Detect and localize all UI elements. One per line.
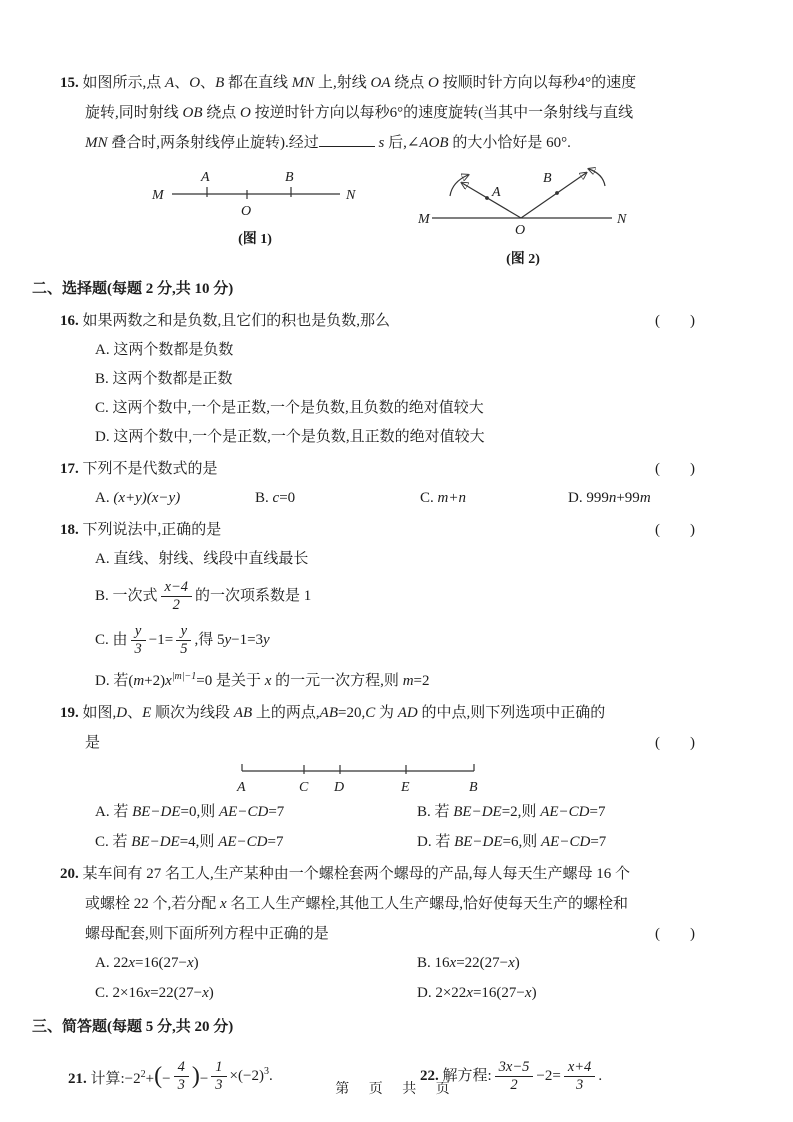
text-segment: 上,射线: [314, 75, 371, 91]
text-segment: B. 这两个数都是正数: [95, 371, 233, 387]
q17-option-a: [95, 484, 255, 513]
text-segment: A. 若: [95, 804, 133, 820]
text-segment: =0,则: [180, 804, 220, 820]
text-segment: D. 999: [568, 490, 609, 506]
text-segment: 22.: [420, 1067, 443, 1084]
text-segment: 、: [127, 705, 143, 721]
text-segment: ): [208, 985, 214, 1001]
text-segment: A. 22: [95, 955, 129, 971]
text-segment: x: [264, 673, 272, 689]
text-segment: ): [191, 1063, 200, 1089]
q19-line-1: [60, 698, 695, 728]
text-segment: =22(27−: [456, 955, 509, 971]
fraction-numerator: y: [134, 623, 142, 640]
text-segment: ): [531, 985, 537, 1001]
q20-line-2: [60, 889, 695, 919]
point-label-n: N: [346, 188, 356, 203]
q20-option-d: [417, 979, 695, 1008]
text-segment: x: [128, 955, 136, 971]
text-segment: 、: [200, 75, 216, 91]
question-18: [60, 515, 695, 696]
fraction: [176, 623, 191, 656]
text-segment: 或螺栓 22 个,若分配: [85, 896, 221, 912]
q16-option-a: [95, 336, 695, 365]
text-segment: y: [263, 631, 270, 648]
q20-option-a: [95, 949, 417, 978]
point-label-m: M: [418, 212, 430, 227]
q18-stem-row: [60, 515, 695, 545]
text-segment: x: [165, 673, 172, 689]
text-segment: MN: [291, 75, 315, 91]
text-segment: O: [428, 75, 439, 91]
text-segment: =7: [589, 804, 606, 820]
text-segment: =22(27−: [150, 985, 203, 1001]
text-segment: 的中点,则下列选项中正确的: [417, 705, 606, 721]
fraction-denominator: 2: [495, 1076, 534, 1093]
q20-line-3-text: [85, 919, 329, 949]
fraction-numerator: 1: [215, 1059, 223, 1076]
text-segment: D. 2×22: [417, 985, 467, 1001]
point-label-e: E: [400, 780, 410, 795]
q17-options: [95, 484, 695, 513]
text-segment: 21.: [68, 1071, 91, 1087]
text-segment: 2: [140, 1069, 146, 1080]
text-segment: A. 这两个数都是负数: [95, 342, 234, 358]
text-segment: D. 若(: [95, 673, 134, 689]
fraction-numerator: x−4: [164, 579, 188, 596]
text-segment: A.: [95, 490, 114, 506]
fraction-numerator: y: [180, 623, 188, 640]
text-segment: 上的两点,: [252, 705, 320, 721]
text-segment: x: [143, 985, 151, 1001]
q18-c-mid: [149, 631, 173, 650]
text-segment: AE−CD: [540, 804, 590, 820]
text-segment: O: [240, 105, 251, 121]
text-segment: D: [116, 705, 128, 721]
q15-line-3: [60, 128, 695, 158]
text-segment: C. 这两个数中,一个是正数,一个是负数,且负数的绝对值较大: [95, 400, 484, 416]
text-segment: 19.: [60, 705, 83, 721]
q17-option-d: [568, 484, 695, 513]
ray-ob: [521, 173, 586, 218]
text-segment: +: [145, 1071, 155, 1087]
q16-stem: [60, 306, 390, 336]
text-segment: B. 若: [417, 804, 454, 820]
text-segment: 下列不是代数式的是: [82, 461, 218, 477]
text-segment: −: [199, 1071, 209, 1087]
text-segment: (x+y)(x−y): [113, 490, 181, 506]
text-segment: =4,则: [179, 834, 219, 850]
text-segment: .: [268, 1068, 273, 1085]
q18-option-a: [95, 545, 695, 574]
text-segment: .: [598, 1067, 603, 1084]
text-segment: D. 这两个数中,一个是正数,一个是负数,且正数的绝对值较大: [95, 429, 485, 445]
q18-b-post: [195, 587, 311, 606]
q17-option-b: [255, 484, 420, 513]
q19-line-2: [60, 728, 695, 758]
fraction-denominator: 3: [174, 1076, 189, 1093]
q20-option-b: [417, 949, 695, 978]
text-segment: AOB: [419, 135, 449, 151]
q20-line-1: [60, 859, 695, 889]
q15-line-3-text: [85, 135, 571, 151]
text-segment: BE−DE: [454, 834, 503, 850]
text-segment: =16(27−: [472, 985, 525, 1001]
text-segment: 旋转,同时射线: [85, 105, 183, 121]
text-segment: C: [365, 705, 376, 721]
text-segment: 绕点: [390, 75, 429, 91]
text-segment: x: [202, 985, 209, 1001]
q20-option-c: [95, 979, 417, 1008]
q19-option-a: [95, 798, 417, 827]
text-segment: 下列说法中,正确的是: [82, 522, 222, 538]
text-segment: −: [162, 1071, 171, 1087]
text-segment: 绕点: [202, 105, 241, 121]
text-segment: C. 由: [95, 631, 128, 648]
q16-option-b: [95, 365, 695, 394]
text-segment: [319, 133, 375, 147]
text-segment: AE−CD: [219, 804, 269, 820]
point-label-m: M: [152, 188, 164, 203]
text-segment: =6,则: [502, 834, 542, 850]
text-segment: =16(27−: [135, 955, 187, 971]
fraction-numerator: 4: [177, 1059, 185, 1076]
q16-option-c: [95, 394, 695, 423]
text-segment: =0 是关于: [196, 673, 265, 689]
text-segment: 名工人生产螺栓,其他工人生产螺母,恰好使每天生产的螺栓和: [226, 896, 628, 912]
text-segment: MN: [85, 135, 108, 151]
text-segment: 螺母配套,则下面所列方程中正确的是: [85, 926, 329, 942]
text-segment: 的一次项系数是 1: [195, 587, 312, 604]
text-segment: 如果两数之和是负数,且它们的积也是负数,那么: [82, 313, 391, 329]
text-segment: x: [466, 985, 473, 1001]
text-segment: AB: [233, 705, 253, 721]
text-segment: 按顺时针方向以每秒4°的速度: [438, 75, 637, 91]
question-16: [60, 306, 695, 452]
q19-options: [95, 798, 695, 857]
q16-option-d: [95, 423, 695, 452]
q18-option-b: [95, 574, 695, 618]
text-segment: 如图所示,点: [82, 75, 166, 91]
text-segment: 如图,: [82, 705, 117, 721]
text-segment: 3: [263, 1066, 269, 1078]
point-label-o: O: [515, 223, 526, 238]
q17-stem-row: [60, 454, 695, 484]
text-segment: x: [508, 955, 515, 971]
text-segment: 的大小恰好是 60°.: [448, 135, 571, 151]
point-label-b: B: [543, 171, 552, 186]
q19-figure-wrap: [60, 760, 655, 798]
text-segment: 16.: [60, 313, 83, 329]
text-segment: BE−DE: [131, 834, 180, 850]
text-segment: 20.: [60, 866, 83, 882]
q15-line-2-text: [85, 105, 633, 121]
fraction-numerator: 3x−5: [498, 1059, 530, 1076]
q15-line-1: [60, 68, 695, 98]
text-segment: B. 16: [417, 955, 450, 971]
text-segment: 的一元一次方程,则: [271, 673, 403, 689]
fraction-denominator: 3: [131, 640, 146, 657]
text-segment: ): [193, 955, 199, 971]
text-segment: ×(−2): [229, 1068, 264, 1085]
q18-option-c: [95, 618, 695, 662]
text-segment: =7: [267, 834, 284, 850]
text-segment: n: [608, 490, 617, 506]
text-segment: m: [639, 490, 651, 506]
point-label-b: B: [468, 780, 478, 795]
text-segment: C.: [420, 490, 438, 506]
fraction: [161, 579, 192, 612]
fraction-denominator: 3: [211, 1076, 226, 1093]
text-segment: −1=3: [231, 631, 264, 648]
q20-line-2-text: [85, 896, 628, 912]
text-segment: BE−DE: [132, 804, 181, 820]
text-segment: m: [133, 673, 145, 689]
text-segment: +2): [144, 673, 166, 689]
point-label-c: C: [298, 780, 308, 795]
text-segment: x: [220, 896, 227, 912]
text-segment: AB: [319, 705, 338, 721]
text-segment: =20,: [337, 705, 366, 721]
text-segment: c: [272, 490, 280, 506]
answer-bracket: ( ): [655, 522, 695, 538]
number-line-figure-1: [150, 166, 360, 218]
figure-1: [150, 166, 360, 270]
question-17: [60, 454, 695, 513]
text-segment: x: [449, 955, 457, 971]
text-segment: E: [142, 705, 152, 721]
text-segment: OB: [182, 105, 203, 121]
rotation-arrow-counterclockwise: [589, 169, 605, 186]
q18-c-pre: [95, 631, 128, 650]
text-segment: m+n: [437, 490, 466, 506]
segment-figure-19: [228, 760, 488, 798]
text-segment: B.: [255, 490, 273, 506]
text-segment: =0: [279, 490, 296, 506]
text-segment: AE−CD: [541, 834, 591, 850]
point-b-dot: [555, 191, 559, 195]
q20-line-3: [60, 919, 695, 949]
answer-bracket: ( ): [655, 461, 695, 477]
fraction: [131, 623, 146, 656]
q16-stem-row: [60, 306, 695, 336]
question-20: [60, 859, 695, 1008]
section-3-header: 三、简答题(每题 5 分,共 20 分): [32, 1019, 234, 1035]
figure-2-caption: (图 2): [506, 252, 540, 267]
page-footer: 第 页 共 页: [335, 1082, 458, 1097]
text-segment: C. 2×16: [95, 985, 144, 1001]
q17-option-c: [420, 484, 568, 513]
text-segment: 15.: [60, 75, 83, 91]
text-segment: 、: [174, 75, 190, 91]
point-label-a: A: [492, 185, 501, 200]
text-segment: C. 若: [95, 834, 132, 850]
point-a-dot: [485, 196, 489, 200]
q19-option-b: [417, 798, 695, 827]
text-segment: −2=: [536, 1067, 561, 1084]
text-segment: 按逆时针方向以每秒6°的速度旋转(当其中一条射线与直线: [250, 105, 634, 121]
q15-figure-row: [150, 166, 695, 270]
text-segment: −1=: [148, 631, 174, 648]
q18-stem: [60, 515, 221, 545]
fraction-denominator: 2: [161, 596, 192, 613]
q19-line-2-text: [85, 728, 100, 758]
q19-option-d: [417, 828, 695, 857]
text-segment: 某车间有 27 名工人,生产某种由一个螺栓套两个螺母的产品,每人每天生产螺母 16 个: [82, 866, 631, 882]
text-segment: 顺次为线段: [151, 705, 234, 721]
text-segment: =2: [413, 673, 430, 689]
text-segment: D. 若: [417, 834, 455, 850]
point-label-b: B: [285, 170, 294, 185]
text-segment: =2,则: [501, 804, 541, 820]
figure-2: [418, 166, 628, 270]
text-segment: B. 一次式: [95, 587, 158, 604]
q15-line-2: [60, 98, 695, 128]
q20-options: [95, 949, 695, 1008]
text-segment: ): [514, 955, 520, 971]
point-label-d: D: [333, 780, 344, 795]
question-19: [60, 698, 695, 857]
text-segment: 都在直线: [224, 75, 292, 91]
text-segment: 解方程:: [442, 1067, 492, 1084]
text-segment: B: [215, 75, 225, 91]
text-segment: y: [224, 631, 232, 648]
text-segment: A. 直线、射线、线段中直线最长: [95, 551, 309, 567]
q18-b-pre: [95, 587, 158, 606]
q16-options: [95, 336, 695, 452]
section-2-header: 二、选择题(每题 2 分,共 10 分): [32, 281, 234, 297]
q18-c-post: [194, 631, 269, 650]
fraction-denominator: 5: [176, 640, 191, 657]
text-segment: |m|−1: [171, 671, 197, 682]
text-segment: x: [524, 985, 532, 1001]
text-segment: ,得 5: [194, 631, 225, 648]
text-segment: +99: [616, 490, 640, 506]
text-segment: A: [165, 75, 175, 91]
point-label-a: A: [201, 170, 210, 185]
q18-option-d: [95, 662, 695, 696]
text-segment: 18.: [60, 522, 83, 538]
rotating-rays-figure-2: [418, 166, 628, 238]
q19-option-c: [95, 828, 417, 857]
q17-stem: [60, 454, 218, 484]
point-label-n: N: [617, 212, 627, 227]
text-segment: 叠合时,两条射线停止旋转).经过: [107, 135, 319, 151]
text-segment: 17.: [60, 461, 83, 477]
text-segment: O: [189, 75, 201, 91]
text-segment: (: [154, 1063, 163, 1089]
fraction-numerator: x+4: [567, 1059, 592, 1076]
text-segment: OA: [370, 75, 391, 91]
answer-bracket: ( ): [655, 735, 695, 751]
answer-bracket: ( ): [655, 926, 695, 942]
text-segment: 是: [85, 735, 101, 751]
text-segment: BE−DE: [453, 804, 502, 820]
q18-options: [95, 545, 695, 696]
point-label-o: O: [241, 204, 252, 218]
figure-1-caption: (图 1): [238, 232, 272, 247]
text-segment: AD: [397, 705, 418, 721]
q19-line-1-text: [60, 705, 605, 721]
point-label-a: A: [236, 780, 246, 795]
text-segment: =7: [268, 804, 285, 820]
text-segment: s: [378, 135, 385, 151]
q20-line-1-text: [60, 866, 630, 882]
text-segment: 后,∠: [384, 135, 420, 151]
q15-line-1-text: [60, 75, 636, 91]
fraction-denominator: 3: [564, 1076, 595, 1093]
text-segment: =7: [590, 834, 607, 850]
question-15: [60, 68, 695, 158]
text-segment: 为: [375, 705, 398, 721]
text-segment: AE−CD: [218, 834, 268, 850]
text-segment: 计算:−2: [90, 1071, 141, 1087]
text-segment: x: [186, 955, 194, 971]
answer-bracket: ( ): [655, 313, 695, 329]
text-segment: m: [402, 673, 414, 689]
